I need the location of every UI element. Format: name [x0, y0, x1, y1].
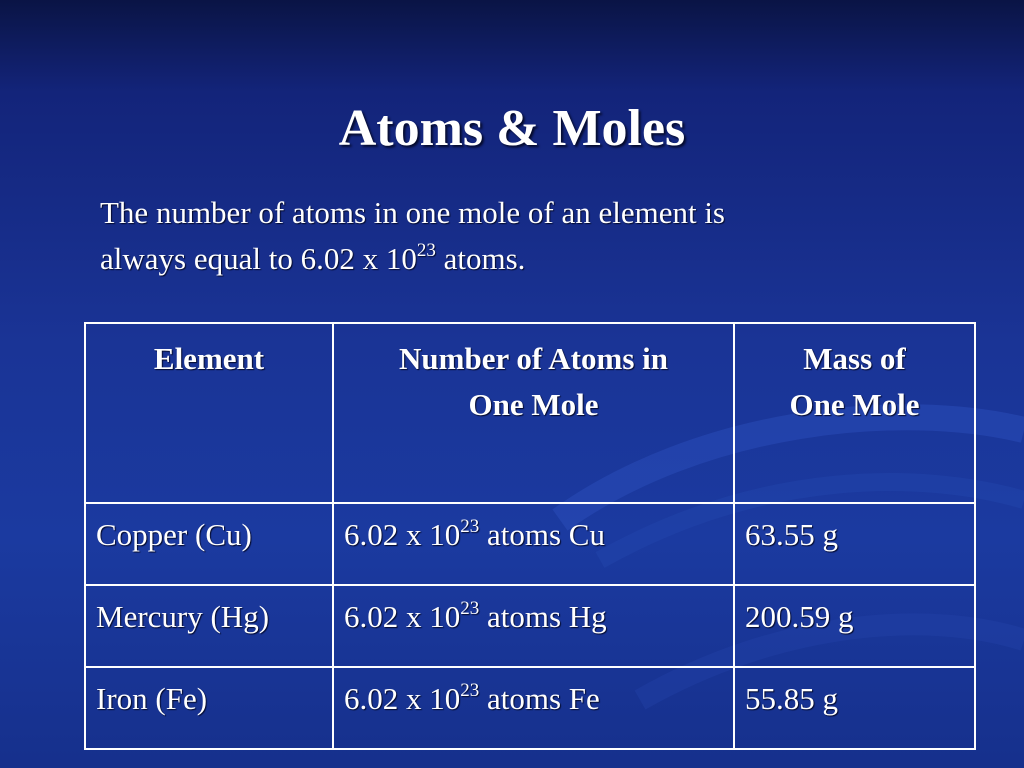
- header-atoms-line1: Number of Atoms in: [399, 341, 668, 376]
- header-mass-line2: One Mole: [789, 387, 920, 422]
- cell-atoms-prefix: 6.02 x 10: [344, 681, 461, 716]
- table-row: [85, 585, 975, 667]
- cell-atoms-exponent: 23: [460, 597, 480, 619]
- body-line-2-suffix: atoms.: [435, 241, 526, 276]
- body-line-2-prefix: always equal to 6.02 x 10: [100, 241, 417, 276]
- cell-element: Mercury (Hg): [85, 585, 333, 667]
- cell-atoms: [333, 585, 734, 667]
- cell-atoms: [333, 503, 734, 585]
- body-line-1: The number of atoms in one mole of an element is: [100, 195, 725, 230]
- cell-mass: 63.55 g: [734, 503, 975, 585]
- slide-title: Atoms & Moles: [338, 99, 686, 157]
- table-header-row: [85, 323, 975, 503]
- header-atoms-in-one-mole: [333, 323, 734, 503]
- cell-element: Iron (Fe): [85, 667, 333, 749]
- table-row: [85, 503, 975, 585]
- cell-element: Copper (Cu): [85, 503, 333, 585]
- cell-atoms-prefix: 6.02 x 10: [344, 517, 461, 552]
- cell-mass: 200.59 g: [734, 585, 975, 667]
- cell-atoms-prefix: 6.02 x 10: [344, 599, 461, 634]
- cell-atoms-suffix: atoms Cu: [479, 517, 605, 552]
- header-mass-line1: Mass of: [803, 341, 906, 376]
- table-row: [85, 667, 975, 749]
- cell-atoms-suffix: atoms Fe: [479, 681, 600, 716]
- cell-atoms-suffix: atoms Hg: [479, 599, 607, 634]
- cell-mass: 55.85 g: [734, 667, 975, 749]
- body-line-2: [100, 236, 940, 282]
- header-element: [85, 323, 333, 503]
- slide-body-text: [100, 190, 940, 282]
- cell-atoms-exponent: 23: [460, 679, 480, 701]
- body-exponent: 23: [416, 239, 436, 261]
- cell-atoms-exponent: 23: [460, 515, 480, 537]
- header-atoms-line2: One Mole: [468, 387, 599, 422]
- element-moles-table: [84, 322, 976, 750]
- cell-atoms: [333, 667, 734, 749]
- header-element-line1: Element: [153, 341, 265, 376]
- header-mass-of-one-mole: [734, 323, 975, 503]
